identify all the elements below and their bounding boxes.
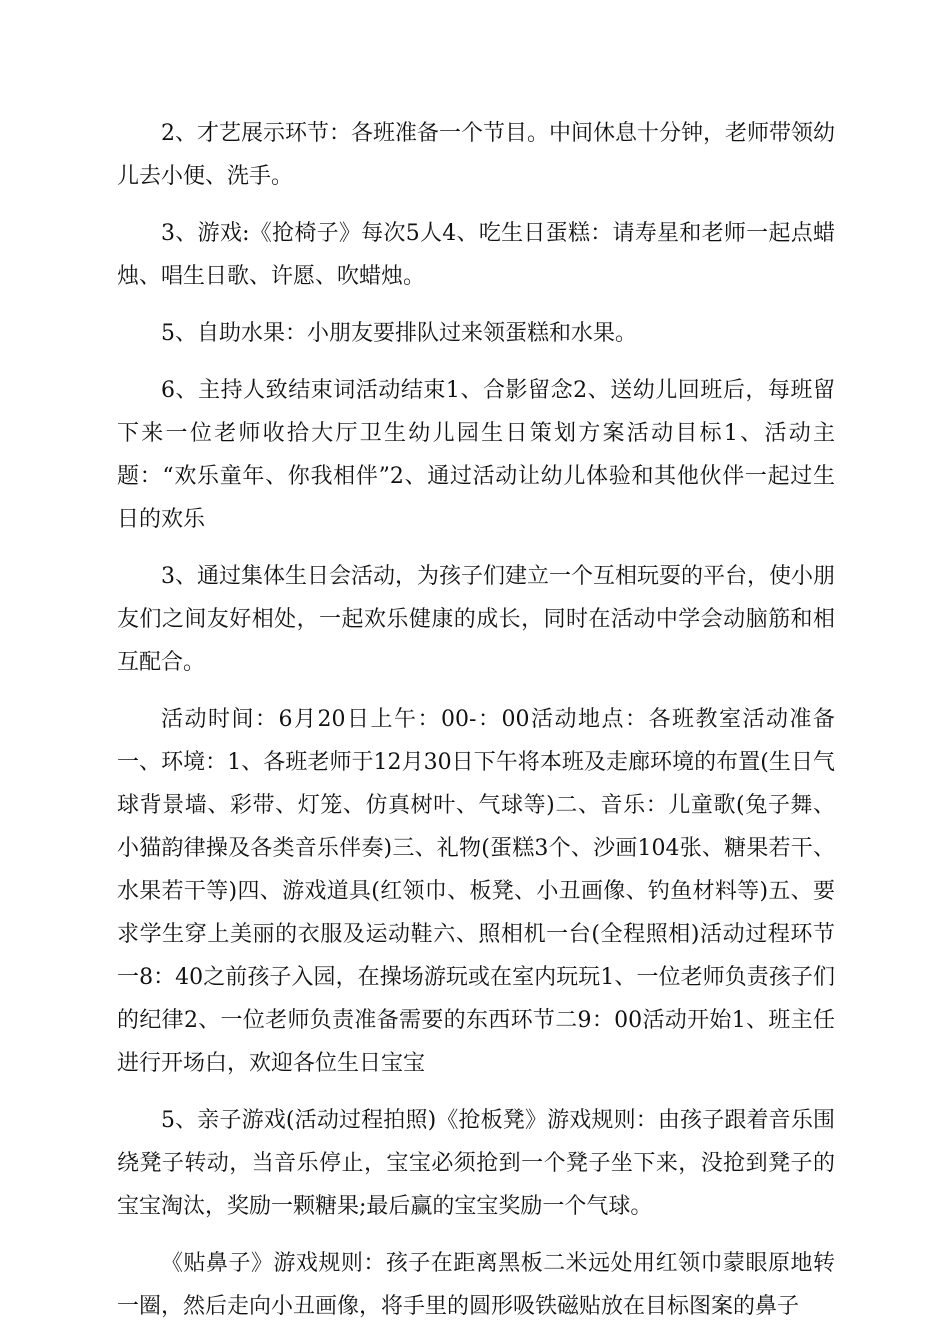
paragraph-time-place-preparation: 活动时间：6月20日上午：00-：00活动地点：各班教室活动准备一、环境：1、各班老师于12月30日下午将本班及走廊环境的布置(生日气球背景墙、彩带、灯笼、仿真树叶、气球等)二、音乐：儿童歌(兔子舞、小猫韵律操及各类音乐伴奏)三、礼物(蛋糕3个、沙画104张、糖果若干、水果若干等)四、游戏道具(红领巾、板凳、小丑画像、钓鱼材料等)五、要求学生穿上美丽的衣服及运动鞋六、照相机一台(全程照相)活动过程环节一8：40之前孩子入园，在操场游玩或在室内玩玩1、一位老师负责孩子们的纪律2、一位老师负责准备需要的东西环节二9：00活动开始1、班主任进行开场白，欢迎各位生日宝宝 (117, 707, 835, 1076)
paragraph-talent-show: 2、才艺展示环节：各班准备一个节目。中间休息十分钟，老师带领幼儿去小便、洗手。 (117, 121, 835, 189)
paragraph-chair-game-cake: 3、游戏:《抢椅子》每次5人4、吃生日蛋糕：请寿星和老师一起点蜡烛、唱生日歌、许愿、吹蜡烛。 (117, 221, 835, 289)
paragraph-nose-game: 《贴鼻子》游戏规则：孩子在距离黑板二米远处用红领巾蒙眼原地转一圈，然后走向小丑画像，将手里的圆形吸铁磁贴放在目标图案的鼻子 (117, 1251, 835, 1319)
paragraph-closing-goals: 6、主持人致结束词活动结束1、合影留念2、送幼儿回班后，每班留下来一位老师收拾大厅卫生幼儿园生日策划方案活动目标1、活动主题：“欢乐童年、你我相伴”2、通过活动让幼儿体验和其他伙伴一起过生日的欢乐 (117, 378, 835, 532)
paragraph-self-service-fruit: 5、自助水果：小朋友要排队过来领蛋糕和水果。 (161, 321, 637, 346)
paragraph-bench-game: 5、亲子游戏(活动过程拍照)《抢板凳》游戏规则：由孩子跟着音乐围绕凳子转动，当音乐停止，宝宝必须抢到一个凳子坐下来，没抢到凳子的宝宝淘汰，奖励一颗糖果;最后赢的宝宝奖励一个气球。 (117, 1108, 835, 1219)
document-body (117, 112, 835, 1342)
paragraph-goal-three: 3、通过集体生日会活动，为孩子们建立一个互相玩耍的平台，使小朋友们之间友好相处，一起欢乐健康的成长，同时在活动中学会动脑筋和相互配合。 (117, 564, 835, 675)
